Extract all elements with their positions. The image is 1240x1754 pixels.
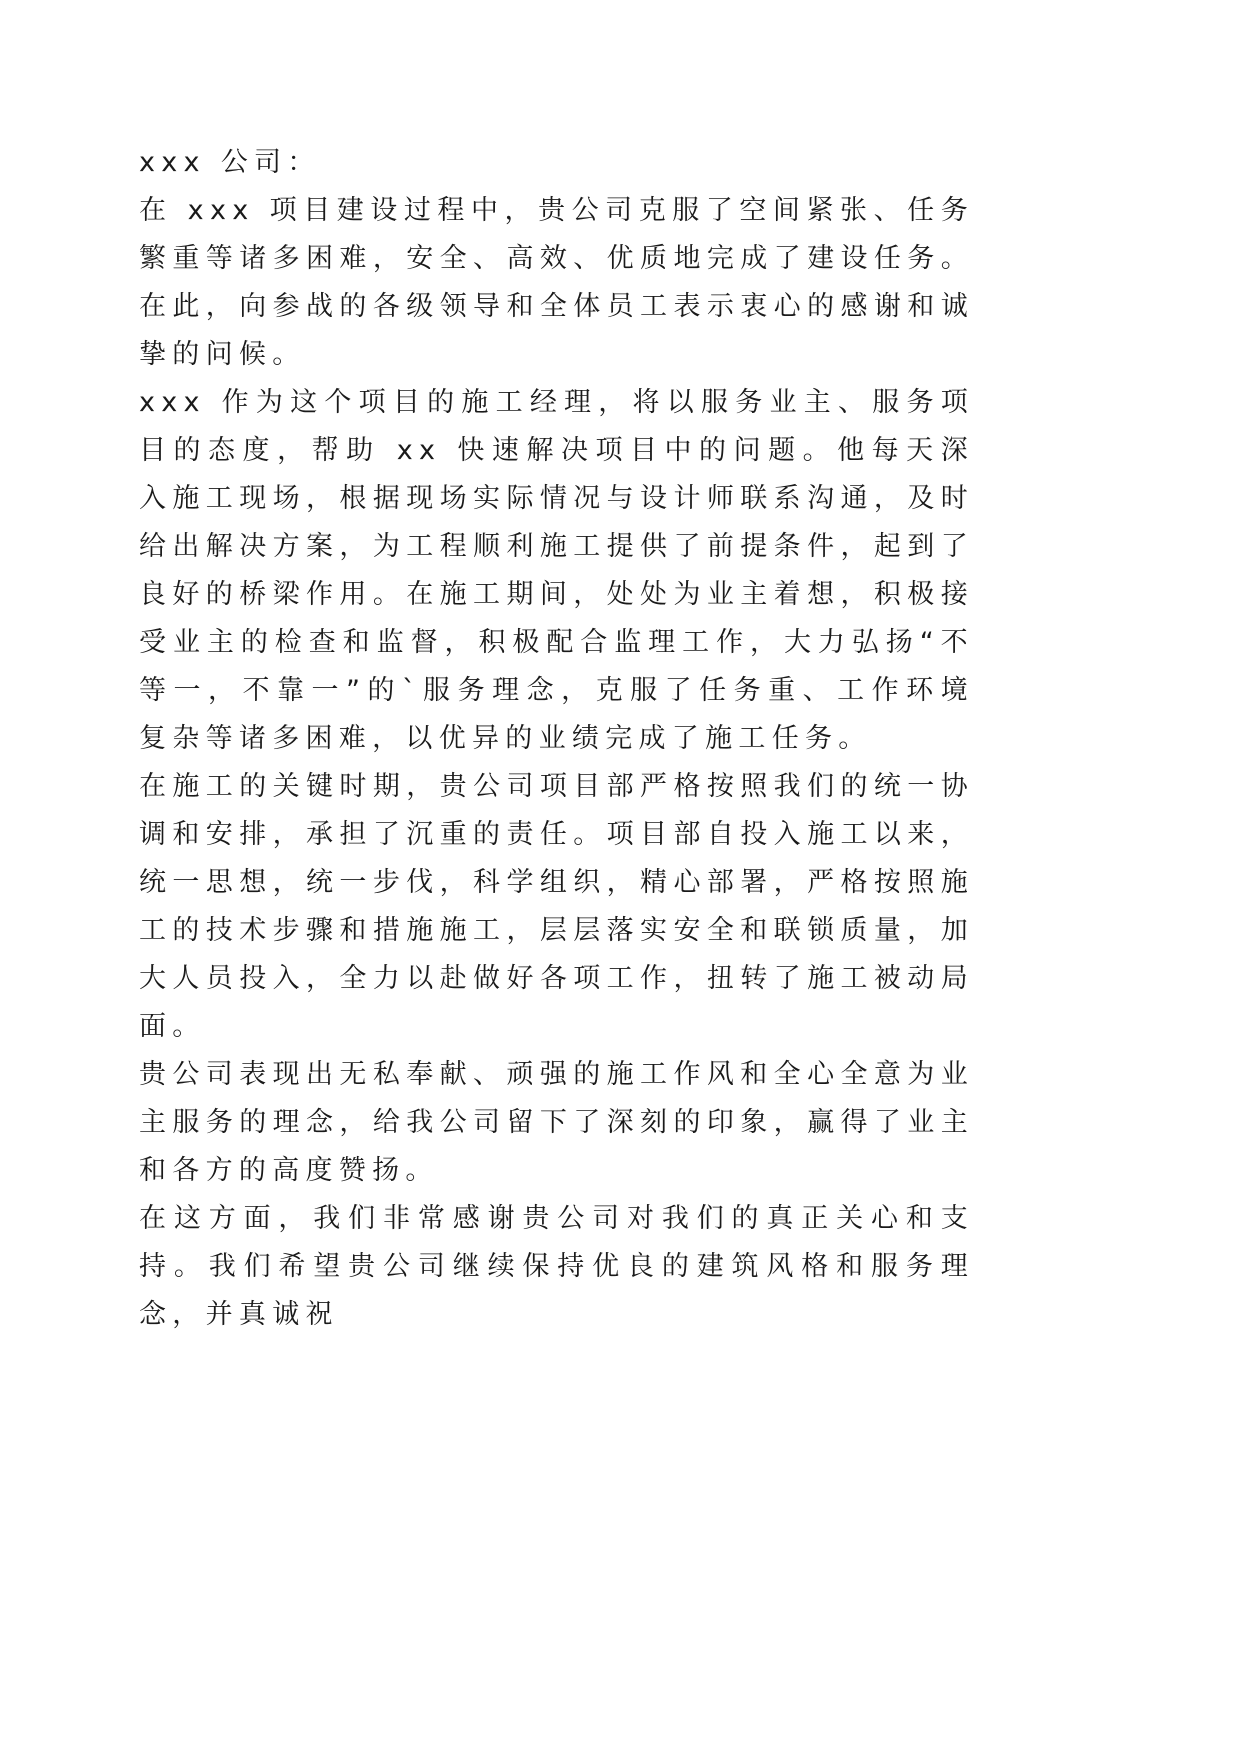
paragraph-1: 在 xxx 项目建设过程中，贵公司克服了空间紧张、任务繁重等诸多困难，安全、高效、优质地完成了建设任务。在此，向参战的各级领导和全体员工表示衷心的感谢和诚挚的问候。 bbox=[139, 195, 974, 370]
paragraph-2: xxx 作为这个项目的施工经理，将以服务业主、服务项目的态度，帮助 xx 快速解决项目中的问题。他每天深入施工现场，根据现场实际情况与设计师联系沟通，及时给出解决方案，为工程顺利施工提供了前提条件，起到了良好的桥梁作用。在施工期间，处处为业主着想，积极接受业主的检查和监督，积极配合监理工作，大力弘扬“不等一，不靠一”的`服务理念，克服了任务重、工作环境复杂等诸多困难，以优异的业绩完成了施工任务。 bbox=[139, 387, 974, 754]
paragraph-4: 贵公司表现出无私奉献、顽强的施工作风和全心全意为业主服务的理念，给我公司留下了深刻的印象，赢得了业主和各方的高度赞扬。 bbox=[139, 1059, 974, 1186]
letter-body bbox=[139, 139, 974, 1339]
paragraph-5: 在这方面，我们非常感谢贵公司对我们的真正关心和支持。我们希望贵公司继续保持优良的建筑风格和服务理念，并真诚祝 bbox=[139, 1203, 974, 1330]
salutation: xxx 公司： bbox=[139, 147, 321, 178]
paragraph-3: 在施工的关键时期，贵公司项目部严格按照我们的统一协调和安排，承担了沉重的责任。项目部自投入施工以来，统一思想，统一步伐，科学组织，精心部署，严格按照施工的技术步骤和措施施工，层层落实安全和联锁质量，加大人员投入，全力以赴做好各项工作，扭转了施工被动局面。 bbox=[139, 771, 974, 1042]
